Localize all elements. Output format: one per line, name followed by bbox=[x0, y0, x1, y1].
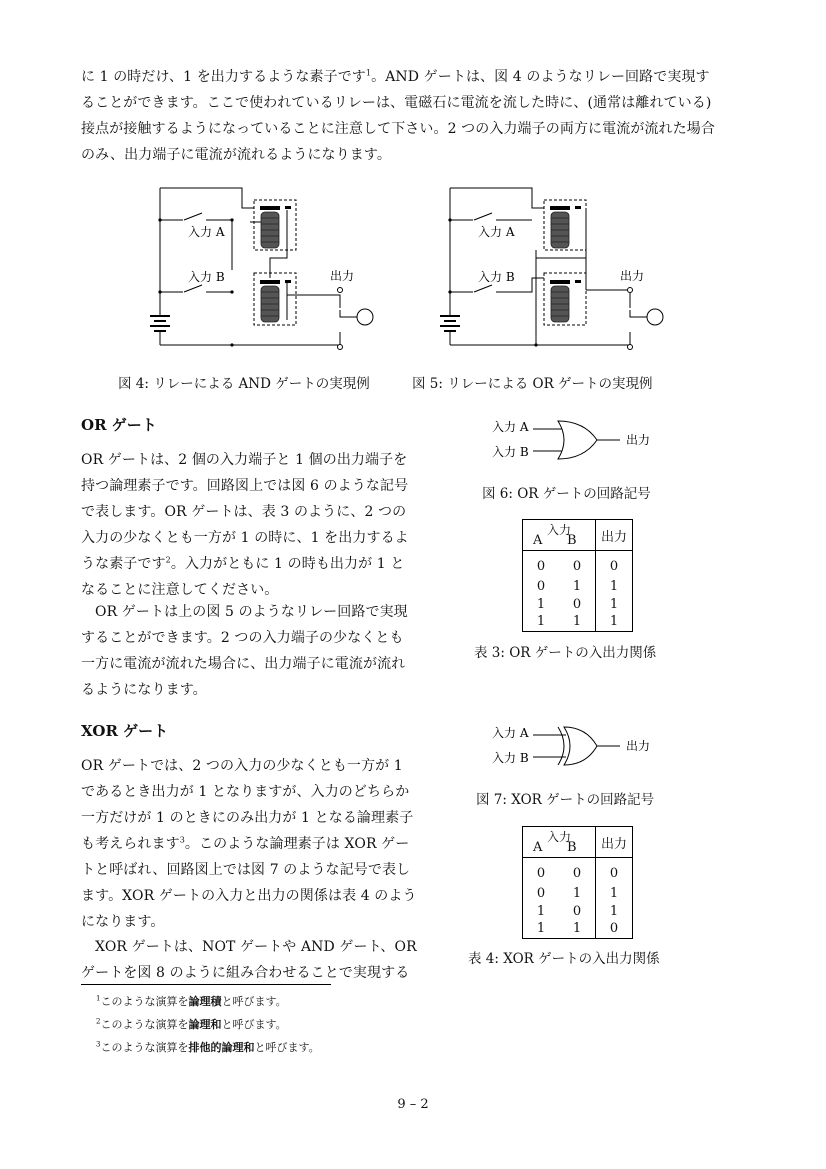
intro-text-1: に 1 の時だけ、1 を出力するような素子です bbox=[81, 69, 366, 85]
table-row: 1 1 0 bbox=[523, 919, 633, 939]
footnote-divider bbox=[81, 984, 331, 985]
figure-4-caption: 図 4: リレーによる AND ゲートの実現例 bbox=[118, 376, 370, 392]
figure-7-xor-gate-symbol bbox=[480, 719, 680, 775]
figure-4-and-relay-circuit bbox=[150, 180, 380, 355]
fig7-output-label: 出力 bbox=[626, 739, 651, 753]
xor-section-heading: XOR ゲート bbox=[81, 722, 169, 740]
table-3-or-truth-table bbox=[522, 519, 633, 632]
footnote-2: $^2$このような演算を論理和と呼びます。 bbox=[96, 1017, 287, 1031]
table-row: 0 1 1 bbox=[523, 884, 633, 903]
table-row: 0 0 0 bbox=[523, 551, 633, 578]
figure-5-caption: 図 5: リレーによる OR ゲートの実現例 bbox=[412, 376, 653, 392]
figure-6-caption: 図 6: OR ゲートの回路記号 bbox=[482, 486, 651, 502]
fig5-input-b-label: 入力 B bbox=[478, 270, 515, 284]
table-row: 0 1 1 bbox=[523, 577, 633, 596]
fig4-output-label: 出力 bbox=[330, 269, 355, 283]
table-4-xor-truth-table bbox=[522, 826, 633, 939]
footnote-3: $^3$このような演算を排他的論理和と呼びます。 bbox=[96, 1040, 320, 1054]
xor-paragraph-1: OR ゲートでは、2 つの入力の少なくとも一方が 1 であるとき出力が 1 となりますが、入力のどちらか一方だけが 1 のときにのみ出力が 1 となる論理素子も考えられます$^3$。このような論理素子は XOR ゲートと呼ばれ、回路図上では図 7 のような記号で表します。XOR ゲートの入力と出力の関係は表 4 のようになります。 bbox=[81, 758, 417, 930]
footnote-ref-1: 1 bbox=[365, 68, 372, 78]
intro-paragraph bbox=[81, 64, 721, 168]
fig6-input-a-label: 入力 A bbox=[492, 420, 529, 434]
fig5-input-a-label: 入力 A bbox=[478, 225, 515, 239]
footnote-ref-2: 2 bbox=[165, 555, 171, 565]
table-row: 1 0 1 bbox=[523, 596, 633, 612]
table-3-header-row: 入力 A B 出力 bbox=[523, 520, 633, 551]
table-row: 1 1 1 bbox=[523, 612, 633, 632]
table-4-header-row: 入力 A B 出力 bbox=[523, 827, 633, 858]
table-row: 0 0 0 bbox=[523, 858, 633, 885]
intro-text-2: 。AND ゲートは、図 4 のようなリレー回路で実現することができます。ここで使われているリレーは、電磁石に電流を流した時に、(通常は離れている) 接点が接触するようになっていることに注意して下さい。2 つの入力端子の両方に電流が流れた場合のみ、出力端子に電流が流れるようになります。 bbox=[81, 69, 715, 163]
figure-6-or-gate-symbol bbox=[480, 413, 680, 469]
fig5-output-label: 出力 bbox=[620, 269, 645, 283]
fig7-input-b-label: 入力 B bbox=[492, 751, 529, 765]
figure-5-or-relay-circuit bbox=[440, 180, 670, 355]
fig7-input-a-label: 入力 A bbox=[492, 726, 529, 740]
table-4-caption: 表 4: XOR ゲートの入出力関係 bbox=[468, 951, 660, 967]
xor-paragraph-2: XOR ゲートは、NOT ゲートや AND ゲート、OR ゲートを図 8 のように組み合わせることで実現する bbox=[81, 939, 417, 981]
table-row: 1 0 1 bbox=[523, 903, 633, 919]
or-paragraph-1: OR ゲートは、2 個の入力端子と 1 個の出力端子を持つ論理素子です。回路図上では図 6 のような記号で表します。OR ゲートは、表 3 のように、2 つの入力の少なくとも一方が 1 の時に、1 を出力するような素子です$^2$。入力がともに 1 の時も出力が 1 となることに注意してください。 bbox=[81, 452, 409, 598]
table-3-caption: 表 3: OR ゲートの入出力関係 bbox=[474, 645, 657, 661]
footnote-1: $^1$このような演算を論理積と呼びます。 bbox=[96, 994, 287, 1008]
or-paragraph-2: OR ゲートは上の図 5 のようなリレー回路で実現することができます。2 つの入力端子の少なくとも一方に電流が流れた場合に、出力端子に電流が流れるようになります。 bbox=[81, 604, 408, 698]
or-section-heading: OR ゲート bbox=[81, 416, 157, 434]
figure-7-caption: 図 7: XOR ゲートの回路記号 bbox=[476, 792, 655, 808]
footnote-ref-3: 3 bbox=[179, 835, 185, 845]
fig4-input-a-label: 入力 A bbox=[188, 225, 225, 239]
page-number: 9 – 2 bbox=[397, 1097, 429, 1112]
fig6-output-label: 出力 bbox=[626, 433, 651, 447]
fig4-input-b-label: 入力 B bbox=[188, 270, 225, 284]
fig6-input-b-label: 入力 B bbox=[492, 445, 529, 459]
